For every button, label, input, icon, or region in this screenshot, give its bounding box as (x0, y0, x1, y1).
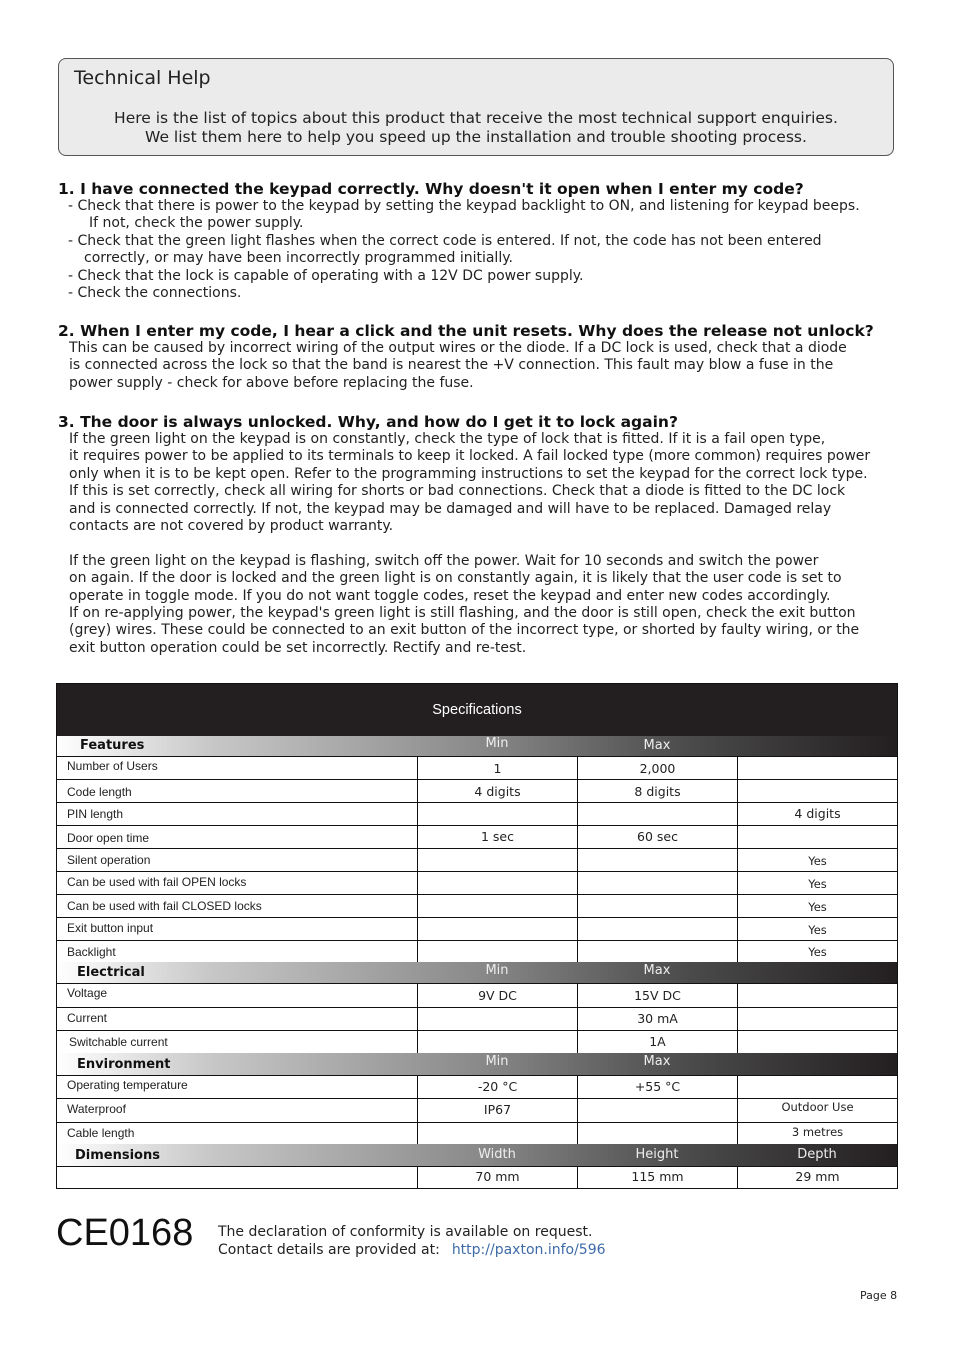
max-value: 1A (578, 1031, 738, 1053)
max-value: 8 digits (578, 780, 738, 802)
contact-label: Contact details are provided at: (218, 1241, 440, 1258)
row-label: Switchable current (57, 1031, 418, 1053)
min-value: 4 digits (418, 780, 578, 802)
other-value: Yes (808, 945, 827, 959)
depth-value: 29 mm (795, 1169, 840, 1184)
faq-line: it requires power to be applied to its terminals to keep it locked. A fail locked type (more common) requires power (69, 448, 871, 465)
table-row (57, 894, 897, 918)
other-value: 3 metres (791, 1125, 844, 1139)
faq-line: exit button operation could be set incorrectly. Rectify and re-test. (69, 639, 527, 656)
max-value: 60 sec (578, 826, 738, 848)
row-label: PIN length (57, 803, 418, 825)
specifications-table (56, 683, 898, 1189)
table-row (57, 871, 897, 895)
faq-question: 2. When I enter my code, I hear a click and the unit resets. Why does the release not unlock? (58, 322, 874, 340)
column-header: Min (485, 963, 509, 978)
section-title: Features (80, 738, 145, 753)
max-value (578, 849, 738, 871)
row-label (57, 1167, 418, 1188)
row-label: Number of Users (57, 757, 418, 779)
table-row (57, 802, 897, 826)
faq-line: - Check that the green light flashes when the correct code is entered. If not, the code has not been entered (68, 232, 822, 249)
other-value: Yes (808, 854, 827, 868)
section-header-environment (57, 1053, 897, 1075)
faq-line: on again. If the door is locked and the green light is on constantly again, it is likely that the user code is set to (69, 570, 842, 587)
other-value (738, 984, 897, 1007)
faq-question: 1. I have connected the keypad correctly. Why doesn't it open when I enter my code? (58, 180, 804, 198)
faq-line: correctly, or may have been incorrectly programmed initially. (84, 250, 513, 267)
faq-line: - Check that there is power to the keypad by setting the keypad backlight to ON, and listening for keypad beeps. (68, 198, 860, 214)
max-value (578, 803, 738, 825)
page-number: Page 8 (860, 1289, 898, 1302)
min-value (418, 872, 578, 894)
max-value: 30 mA (578, 1008, 738, 1030)
column-header: Max (643, 1054, 671, 1069)
max-value: 2,000 (578, 757, 738, 779)
min-value (418, 895, 578, 917)
section-title: Environment (77, 1057, 171, 1072)
height-value: 115 mm (578, 1167, 738, 1188)
other-value: Outdoor Use (781, 1100, 854, 1114)
table-row (57, 1122, 897, 1145)
max-value (578, 941, 738, 962)
min-value: IP67 (418, 1099, 578, 1122)
table-row (57, 1030, 897, 1054)
technical-help-box (58, 58, 894, 156)
faq-line: - Check that the lock is capable of operating with a 12V DC power supply. (68, 267, 584, 284)
min-value: 9V DC (418, 984, 578, 1007)
faq-line: If this is set correctly, check all wiring for shorts or bad connections. Check that a diode is fitted to the DC lock (69, 483, 846, 500)
min-value (418, 803, 578, 825)
faq-line: power supply - check for above before replacing the fuse. (69, 374, 474, 391)
column-header: Max (643, 963, 671, 978)
row-label: Silent operation (57, 849, 418, 871)
other-value (738, 1076, 897, 1098)
table-row (57, 917, 897, 941)
section-title: Dimensions (75, 1148, 160, 1163)
min-value (418, 1008, 578, 1030)
section-header-dimensions (57, 1144, 897, 1166)
min-value (418, 1031, 578, 1053)
other-value: Yes (808, 900, 827, 914)
faq-answer (58, 198, 908, 302)
help-intro-line: Here is the list of topics about this product that receive the most technical support enquiries. (114, 109, 838, 127)
faq-spacer (69, 535, 908, 552)
help-title: Technical Help (74, 67, 211, 89)
table-row (57, 983, 897, 1008)
other-value (738, 826, 897, 848)
other-value: Yes (808, 877, 827, 891)
max-value: +55 °C (578, 1076, 738, 1098)
other-value (738, 757, 897, 779)
faq-line: This can be caused by incorrect wiring of the output wires or the diode. If a DC lock is used, check that a diode (69, 340, 847, 356)
table-row (57, 1166, 897, 1189)
column-header: Width (478, 1147, 516, 1162)
faq-line: If not, check the power supply. (89, 215, 304, 232)
faq-line: - Check the connections. (68, 285, 242, 302)
table-row (57, 1098, 897, 1123)
faq-line: and is connected correctly. If not, the keypad may be damaged and will have to be replaced. Damaged relay (69, 500, 832, 517)
section-title: Electrical (77, 965, 145, 980)
column-header: Min (485, 1054, 509, 1069)
row-label: Waterproof (57, 1099, 418, 1122)
specifications-title: Specifications (57, 684, 897, 736)
table-row (57, 848, 897, 872)
conformity-text (218, 1224, 606, 1259)
column-header: Height (635, 1147, 679, 1162)
min-value: 1 (418, 757, 578, 779)
faq-line: operate in toggle mode. If you do not want toggle codes, reset the keypad and enter new codes accordingly. (69, 587, 831, 604)
min-value (418, 849, 578, 871)
max-value (578, 1123, 738, 1144)
max-value (578, 1099, 738, 1122)
table-row (57, 1075, 897, 1099)
column-header: Depth (797, 1147, 837, 1162)
row-label: Operating temperature (57, 1076, 418, 1098)
row-label: Code length (57, 780, 418, 802)
help-intro (59, 109, 893, 147)
max-value: 15V DC (578, 984, 738, 1007)
faq-line: If the green light on the keypad is flashing, switch off the power. Wait for 10 seconds and switch the power (69, 552, 819, 569)
column-header: Min (485, 736, 509, 751)
other-value: 4 digits (794, 806, 841, 821)
faq-item-1 (58, 180, 908, 302)
other-value (738, 1031, 897, 1053)
ce-mark-logo: CE0168 (56, 1212, 194, 1254)
faq-line: is connected across the lock so that the band is nearest the +V connection. This fault may blow a fuse in the (69, 357, 834, 374)
help-intro-line: We list them here to help you speed up the installation and trouble shooting process. (145, 128, 807, 146)
min-value: 1 sec (418, 826, 578, 848)
faq-line: If on re-applying power, the keypad's green light is still flashing, and the door is still open, check the exit button (69, 605, 856, 622)
faq-answer (58, 431, 908, 657)
table-row (57, 940, 897, 963)
table-row (57, 756, 897, 780)
other-value (738, 780, 897, 802)
max-value (578, 918, 738, 940)
row-label: Backlight (57, 941, 418, 962)
row-label: Can be used with fail OPEN locks (57, 872, 418, 894)
contact-line (218, 1242, 606, 1260)
max-value (578, 895, 738, 917)
min-value (418, 1123, 578, 1144)
faq-answer (58, 340, 908, 392)
section-header-electrical (57, 962, 897, 983)
row-label: Door open time (57, 826, 418, 848)
faq-line: only when it is to be kept open. Refer to the programming instructions to set the keypad for the correct lock type. (69, 465, 868, 482)
min-value (418, 918, 578, 940)
table-row (57, 825, 897, 849)
other-value: Yes (808, 923, 827, 937)
table-row (57, 1007, 897, 1031)
faq-line: contacts are not covered by product warranty. (69, 518, 394, 535)
section-header-features (57, 736, 897, 756)
row-label: Cable length (57, 1123, 418, 1144)
declaration-line: The declaration of conformity is available on request. (218, 1224, 593, 1240)
min-value (418, 941, 578, 962)
row-label: Voltage (57, 984, 418, 1007)
width-value: 70 mm (418, 1167, 578, 1188)
paxton-link[interactable]: http://paxton.info/596 (451, 1241, 606, 1258)
max-value (578, 872, 738, 894)
faq-line: (grey) wires. These could be connected to an exit button of the incorrect type, or shorted by faulty wiring, or the (69, 622, 860, 639)
column-header: Max (643, 738, 671, 753)
min-value: -20 °C (418, 1076, 578, 1098)
row-label: Can be used with fail CLOSED locks (57, 895, 418, 917)
row-label: Exit button input (57, 918, 418, 940)
table-row (57, 779, 897, 803)
faq-question: 3. The door is always unlocked. Why, and how do I get it to lock again? (58, 413, 678, 431)
other-value (738, 1008, 897, 1030)
row-label: Current (57, 1008, 418, 1030)
faq-item-2 (58, 322, 908, 392)
faq-item-3 (58, 413, 908, 657)
faq-line: If the green light on the keypad is on constantly, check the type of lock that is fitted. If it is a fail open type, (69, 431, 826, 447)
